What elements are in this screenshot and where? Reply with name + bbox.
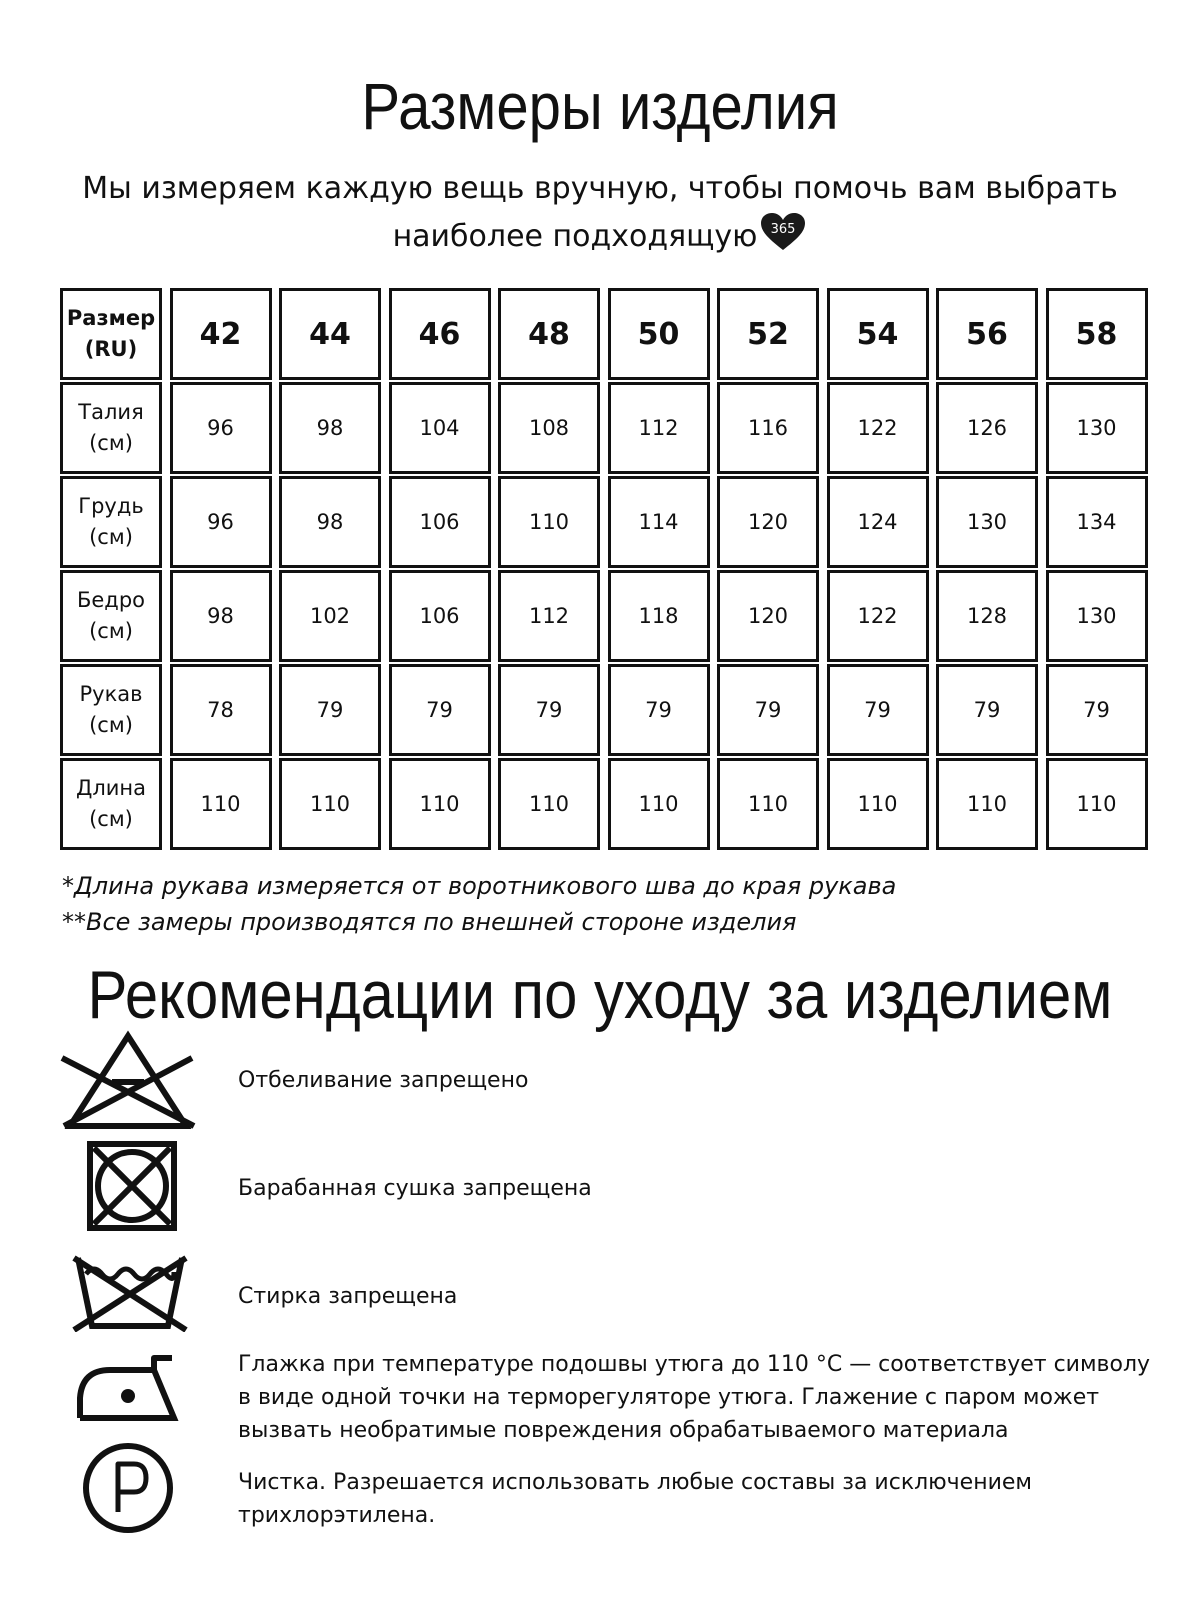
table-cell-text: 79 (864, 698, 891, 722)
table-cell-text: 120 (747, 604, 789, 628)
table-cell-text: 79 (1083, 698, 1110, 722)
table-header-size-text: 42 (199, 316, 242, 352)
table-row-label-text (79, 679, 142, 741)
table-cell (936, 382, 1038, 474)
care-item-dry-clean (238, 1466, 1158, 1532)
table-cell (389, 570, 491, 662)
table-cell-text: 120 (747, 510, 789, 534)
table-cell (717, 570, 819, 662)
heart-365-icon (759, 212, 807, 252)
table-cell (170, 758, 272, 850)
table-cell (170, 476, 272, 568)
table-cell-text: 98 (316, 510, 344, 534)
table-cell-text: 130 (1076, 604, 1117, 628)
table-cell-text: 110 (1076, 792, 1117, 816)
table-cell-text: 122 (857, 416, 898, 440)
iron-low-temp-icon (76, 1350, 180, 1422)
table-cell (717, 476, 819, 568)
table-cell (389, 382, 491, 474)
table-header-size-text: 58 (1075, 316, 1118, 352)
table-cell-text: 102 (309, 604, 351, 628)
table-cell-text: 110 (309, 792, 351, 816)
table-header-size (608, 288, 710, 380)
care-title: Рекомендации по уходу за изделием (87, 957, 1113, 1033)
table-row-label-line: (см) (89, 431, 133, 455)
table-row-label-text (78, 491, 143, 553)
table-cell-text: 110 (638, 792, 679, 816)
table-row-label (60, 382, 162, 474)
table-cell-text: 96 (207, 416, 234, 440)
table-cell (498, 570, 600, 662)
table-header-size (498, 288, 600, 380)
care-item-no-bleach (238, 1064, 1158, 1097)
table-header-label-line: Размер (66, 306, 156, 330)
table-cell (1046, 758, 1148, 850)
table-cell-text: 104 (419, 416, 460, 440)
table-cell (936, 758, 1038, 850)
table-cell-text: 130 (966, 510, 1008, 534)
care-text-line: в виде одной точки на терморегуляторе утюга. Глажение с паром может (238, 1385, 1100, 1410)
table-row-label-line: Рукав (79, 682, 143, 706)
table-row-label-line: (см) (89, 713, 133, 737)
table-row-label-line: Грудь (78, 494, 144, 518)
table-cell (1046, 476, 1148, 568)
table-row-label (60, 476, 162, 568)
subtitle-line-2-text: наиболее подходящую (392, 219, 758, 254)
note-measure: **Все замеры производятся по внешней стороне изделия (62, 908, 797, 936)
table-cell-text: 78 (207, 698, 234, 722)
table-cell (827, 382, 929, 474)
table-row-label-text (78, 397, 143, 459)
table-cell-text: 79 (316, 698, 344, 722)
table-row-label-line: Талия (78, 400, 144, 424)
table-cell (936, 570, 1038, 662)
table-cell-text: 130 (1076, 416, 1117, 440)
subtitle-line-1: Мы измеряем каждую вещь вручную, чтобы помочь вам выбрать (82, 171, 1118, 206)
table-header-size-text: 44 (309, 316, 351, 352)
no-wash-icon (70, 1250, 190, 1332)
page-title: Размеры изделия (361, 69, 839, 143)
table-cell (1046, 382, 1148, 474)
table-cell-text: 112 (638, 416, 679, 440)
table-cell-text: 110 (747, 792, 789, 816)
table-cell-text: 108 (528, 416, 570, 440)
table-cell-text: 110 (857, 792, 898, 816)
table-header-size (717, 288, 819, 380)
care-item-iron (238, 1348, 1158, 1447)
table-header-size-text: 46 (418, 316, 461, 352)
table-cell-text: 116 (747, 416, 789, 440)
table-cell-text: 79 (973, 698, 1001, 722)
table-cell-text: 118 (638, 604, 679, 628)
table-header-label-text (67, 303, 155, 365)
table-cell-text: 98 (207, 604, 234, 628)
table-cell (389, 664, 491, 756)
note-sleeve: *Длина рукава измеряется от воротникового шва до края рукава (62, 872, 897, 900)
care-text-line: Чистка. Разрешается использовать любые составы за исключением (238, 1470, 1033, 1495)
table-header-size (389, 288, 491, 380)
table-cell (1046, 664, 1148, 756)
care-text-line: Барабанная сушка запрещена (238, 1176, 592, 1201)
table-cell-text: 106 (419, 510, 460, 534)
heart-badge-text: 365 (771, 222, 796, 237)
table-cell-text: 79 (645, 698, 672, 722)
table-header-label (60, 288, 162, 380)
table-cell (608, 758, 710, 850)
table-row-label (60, 758, 162, 850)
table-cell (279, 382, 381, 474)
care-item-no-tumble-dry (238, 1172, 1158, 1205)
table-cell-text: 114 (638, 510, 679, 534)
table-cell-text: 124 (857, 510, 898, 534)
table-cell (827, 476, 929, 568)
table-header-size-text: 56 (966, 316, 1008, 352)
no-bleach-icon (60, 1030, 196, 1134)
table-cell-text: 106 (419, 604, 460, 628)
table-header-size (1046, 288, 1148, 380)
dry-clean-p-icon (80, 1440, 176, 1536)
table-cell (498, 758, 600, 850)
table-cell (827, 664, 929, 756)
care-item-no-wash (238, 1280, 1158, 1313)
table-header-size-text: 50 (637, 316, 680, 352)
table-header-size (279, 288, 381, 380)
table-cell-text: 79 (535, 698, 563, 722)
table-row-label-line: (см) (89, 619, 133, 643)
table-cell-text: 110 (966, 792, 1008, 816)
care-text-line: вызвать необратимые повреждения обрабатываемого материала (238, 1418, 1009, 1443)
table-cell (608, 570, 710, 662)
table-cell-text: 110 (528, 510, 570, 534)
table-cell-text: 110 (200, 792, 241, 816)
table-cell (1046, 570, 1148, 662)
table-cell (498, 476, 600, 568)
table-cell (498, 664, 600, 756)
table-cell (498, 382, 600, 474)
table-cell-text: 110 (419, 792, 460, 816)
table-cell (389, 476, 491, 568)
care-text-line: трихлорэтилена. (238, 1503, 436, 1528)
table-cell (170, 382, 272, 474)
table-row-label-line: (см) (89, 525, 133, 549)
care-text-line: Стирка запрещена (238, 1284, 458, 1309)
table-header-size (936, 288, 1038, 380)
table-cell-text: 98 (316, 416, 344, 440)
table-row-label-line: Бедро (76, 588, 146, 612)
table-header-size (170, 288, 272, 380)
table-cell (279, 476, 381, 568)
table-cell (608, 476, 710, 568)
table-row-label-text (77, 585, 145, 647)
table-row-label (60, 664, 162, 756)
table-cell (936, 476, 1038, 568)
table-header-size (827, 288, 929, 380)
table-header-size-text: 52 (747, 316, 789, 352)
table-cell (608, 382, 710, 474)
table-cell (389, 758, 491, 850)
table-header-label-line: (RU) (84, 337, 138, 361)
table-cell (827, 570, 929, 662)
table-cell-text: 122 (857, 604, 898, 628)
table-row-label-line: (см) (89, 807, 133, 831)
table-cell (279, 664, 381, 756)
table-cell-text: 134 (1076, 510, 1117, 534)
care-text-line: Отбеливание запрещено (238, 1068, 529, 1093)
table-header-size-text: 48 (528, 316, 570, 352)
table-cell (170, 570, 272, 662)
table-notes (62, 868, 896, 940)
table-cell (827, 758, 929, 850)
table-cell (717, 382, 819, 474)
table-cell-text: 96 (207, 510, 234, 534)
table-cell-text: 112 (528, 604, 570, 628)
table-cell (279, 758, 381, 850)
care-text-line: Глажка при температуре подошвы утюга до 110 °С — соответствует символу (238, 1352, 1151, 1377)
table-header-size-text: 54 (856, 316, 899, 352)
page-subtitle (40, 166, 1160, 260)
table-cell (717, 664, 819, 756)
table-cell-text: 126 (966, 416, 1008, 440)
table-cell-text: 79 (754, 698, 782, 722)
table-row-label (60, 570, 162, 662)
table-cell-text: 79 (426, 698, 453, 722)
table-cell-text: 128 (966, 604, 1008, 628)
table-row-label-line: Длина (75, 776, 147, 800)
table-cell (279, 570, 381, 662)
table-cell (936, 664, 1038, 756)
subtitle-line-2 (40, 212, 1160, 260)
no-tumble-dry-icon (86, 1140, 178, 1232)
table-row-label-text (76, 773, 146, 835)
table-cell (608, 664, 710, 756)
table-cell (170, 664, 272, 756)
table-cell-text: 110 (528, 792, 570, 816)
table-cell (717, 758, 819, 850)
